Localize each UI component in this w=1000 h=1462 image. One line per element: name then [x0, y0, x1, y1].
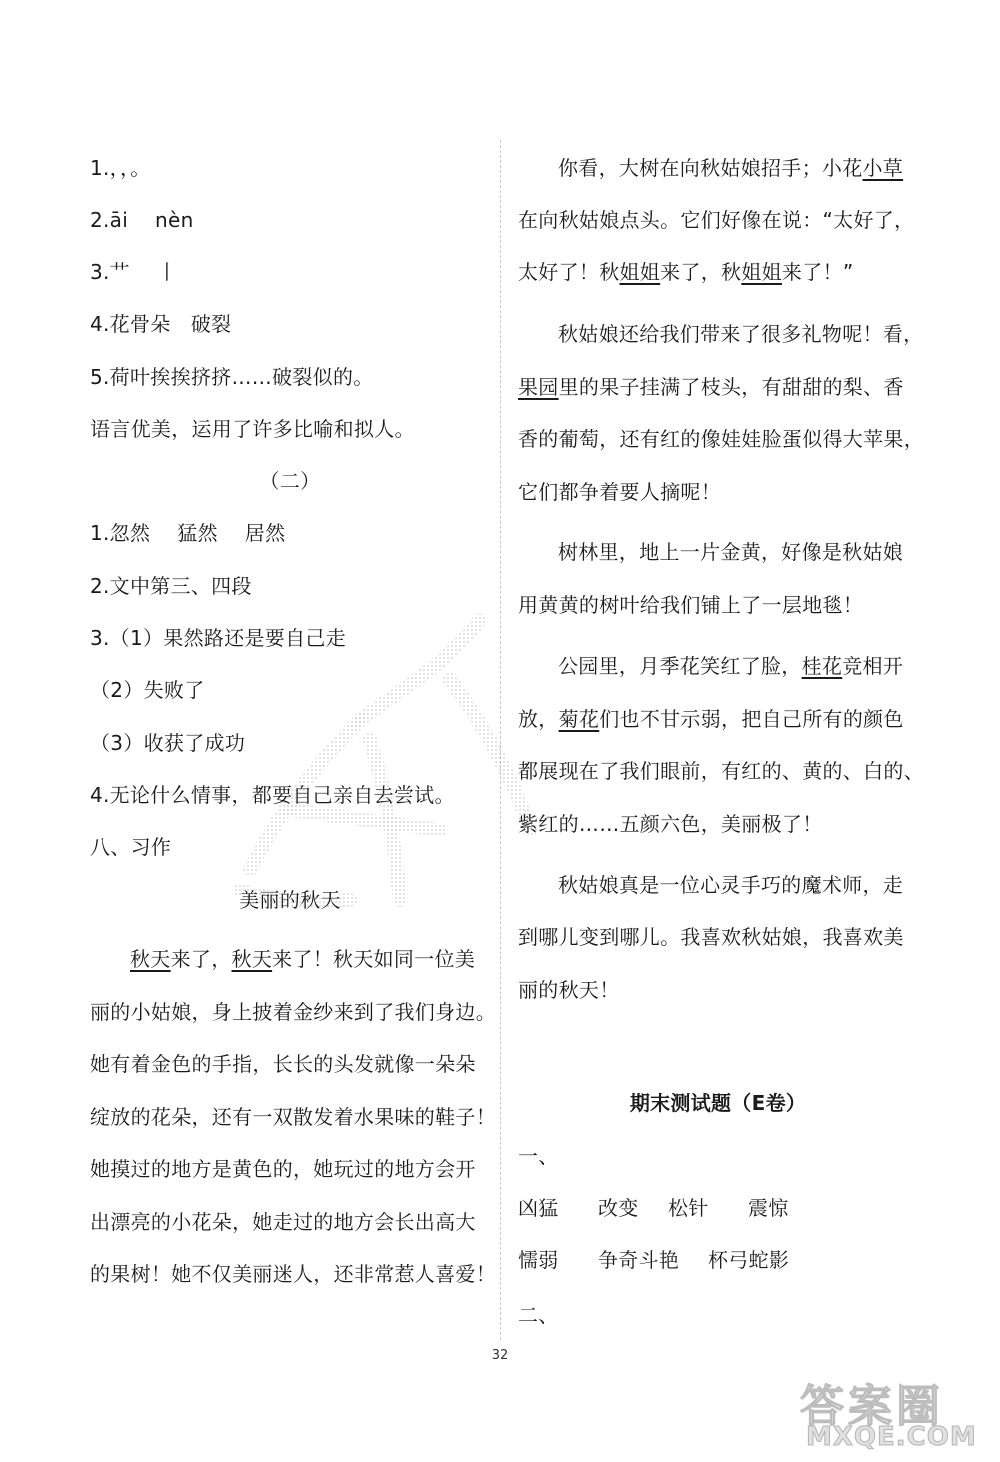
answer-2: 2.āi nèn	[90, 208, 194, 232]
underlined-word: 菊花	[558, 707, 600, 731]
underlined-word: 秋天	[231, 947, 273, 971]
essay-p2-line-3: 香的葡萄，还有红的像娃娃脸蛋似得大苹果，	[518, 427, 924, 451]
essay-p1-line-2: 在向秋姑娘点头。它们好像在说：“太好了，	[518, 208, 915, 232]
answer-5: 5.荷叶挨挨挤挤……破裂似的。	[90, 365, 374, 389]
test-title: 期末测试题（E卷）	[629, 1091, 807, 1115]
part-8-heading: 八、习作	[90, 835, 172, 859]
underlined-word: 秋天	[130, 947, 171, 971]
essay-line-4: 绽放的花朵，还有一双散发着水果味的鞋子！	[90, 1105, 496, 1129]
s2-answer-3-3: （3）收获了成功	[90, 731, 246, 755]
word-2: 改变	[598, 1196, 639, 1220]
part-2-heading: 二、	[518, 1303, 559, 1327]
corner-watermark-logo	[800, 1370, 990, 1455]
essay-p1-line-1: 你看，大树在向秋姑娘招手；小花小草	[558, 156, 904, 180]
essay-p5-line-2: 到哪儿变到哪儿。我喜欢秋姑娘，我喜欢美	[518, 925, 904, 949]
essay-line-3: 她有着金色的手指，长长的头发就像一朵朵	[90, 1052, 476, 1076]
essay-title: 美丽的秋天	[239, 888, 341, 912]
essay-p3-line-1: 树林里，地上一片金黄，好像是秋姑娘	[558, 540, 904, 564]
dotted-watermark	[210, 560, 570, 940]
underlined-word: 姐姐	[741, 260, 782, 284]
essay-p4-line-4: 紫红的……五颜六色，美丽极了！	[518, 812, 823, 836]
essay-p2-line-1: 秋姑娘还给我们带来了很多礼物呢！看，	[558, 322, 924, 346]
answer-1: 1.，，。	[90, 156, 151, 180]
essay-line-7: 的果树！她不仅美丽迷人，还非常惹人喜爱！	[90, 1262, 496, 1286]
essay-p2-line-2: 果园里的果子挂满了枝头，有甜甜的梨、香	[518, 375, 904, 399]
word-6: 争奇斗艳	[598, 1248, 680, 1272]
underlined-word: 小草	[862, 156, 904, 180]
essay-line-5: 她摸过的地方是黄色的，她玩过的地方会开	[90, 1157, 476, 1181]
essay-p1-line-3: 太好了！秋姐姐来了，秋姐姐来了！”	[518, 260, 854, 284]
word-1: 凶猛	[518, 1196, 559, 1220]
word-7: 杯弓蛇影	[708, 1248, 790, 1272]
essay-p4-line-2: 放，菊花们也不甘示弱，把自己所有的颜色	[518, 707, 904, 731]
logo-mark: 答案圈	[800, 1381, 944, 1432]
underlined-word: 姐姐	[619, 260, 661, 284]
part-1-heading: 一、	[518, 1144, 559, 1168]
answer-3: 3.艹 丨	[90, 260, 178, 284]
essay-p2-line-4: 它们都争着要人摘呢！	[518, 480, 721, 504]
s2-answer-3-1: 3.（1）果然路还是要自己走	[90, 626, 347, 650]
column-divider	[500, 140, 501, 1340]
s2-answer-2: 2.文中第三、四段	[90, 574, 252, 598]
underlined-word: 桂花	[801, 654, 843, 678]
word-5: 懦弱	[518, 1248, 559, 1272]
section-2-title: （二）	[259, 469, 321, 493]
essay-line-2: 丽的小姑娘，身上披着金纱来到了我们身边。	[90, 1000, 496, 1024]
essay-p3-line-2: 用黄黄的树叶给我们铺上了一层地毯！	[518, 593, 864, 617]
essay-line-1: 秋天来了，秋天来了！秋天如同一位美	[130, 947, 476, 971]
essay-p5-line-1: 秋姑娘真是一位心灵手巧的魔术师，走	[558, 873, 904, 897]
s2-answer-4: 4.无论什么情事，都要自己亲自去尝试。	[90, 783, 455, 807]
word-4: 震惊	[748, 1196, 789, 1220]
s2-answer-1: 1.忽然 猛然 居然	[90, 521, 286, 545]
essay-p4-line-1: 公园里，月季花笑红了脸，桂花竞相开	[558, 654, 904, 678]
page-number: 32	[491, 1348, 509, 1363]
underlined-word: 果园	[518, 375, 559, 399]
essay-line-6: 出漂亮的小花朵，她走过的地方会长出高大	[90, 1210, 476, 1234]
essay-p5-line-3: 丽的秋天！	[518, 978, 620, 1002]
essay-p4-line-3: 都展现在了我们眼前，有红的、黄的、白的、	[518, 759, 924, 783]
answer-4: 4.花骨朵 破裂	[90, 312, 232, 336]
logo-url: MXQE.COM	[806, 1422, 977, 1452]
answer-5-note: 语言优美，运用了许多比喻和拟人。	[90, 417, 415, 441]
s2-answer-3-2: （2）失败了	[90, 678, 205, 702]
word-3: 松针	[668, 1196, 709, 1220]
